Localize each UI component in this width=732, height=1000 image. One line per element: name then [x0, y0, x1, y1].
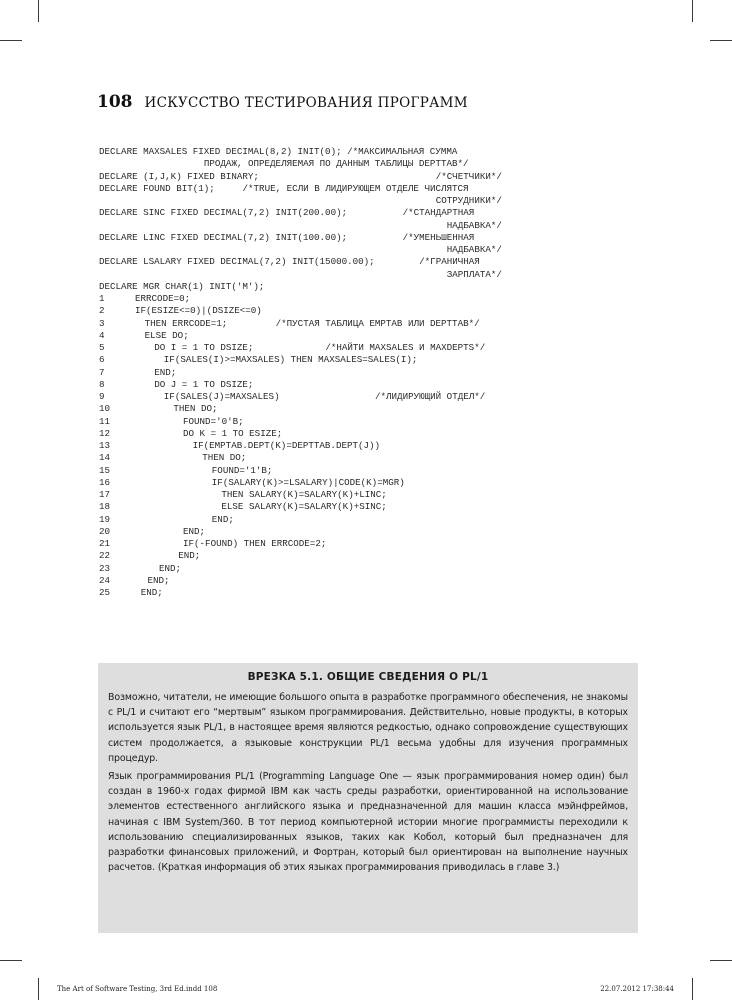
- crop-mark: [710, 960, 732, 961]
- line-number: 20: [99, 525, 111, 537]
- code-comment: НАДБАВКА*/: [446, 244, 502, 255]
- code-statement: THEN SALARY(K)=SALARY(K)+LINC;: [221, 489, 387, 500]
- code-statement: END;: [154, 366, 177, 378]
- footer-timestamp: 22.07.2012 17:38:44: [600, 985, 674, 993]
- line-number: 12: [99, 427, 111, 439]
- crop-mark: [692, 0, 693, 22]
- sidebar-paragraph: Язык программирования PL/1 (Programming Language One — язык программирования номер один) был создан в 1960-х годах фирмой IBM как часть среды разработки, ориентированной на использование элементов естественного английского языка и предназначенной для машин класса мэйнфреймов, начиная с IBM System/360. В тот период компьютерной истории многие программисты переходили к использованию специализированных языков, таких как Кобол, который был предназначен для разработки финансовых приложений, и Фортран, который был ориентирован на выполнение научных расчетов. (Краткая информация об этих языках программирования приводилась в главе 3.): [108, 771, 628, 874]
- sidebar-paragraph: Возможно, читатели, не имеющие большого опыта в разработке программного обеспечения, не знакомы с PL/1 и считают его “мертвым” языком программирования. Действительно, новые продукты, в которых используется язык PL/1, в настоящее время являются редкостью, однако сопровождение существующих систем продолжается, а языковые конструкции PL/1 весьма удобны для изучения программных процедур.: [108, 692, 628, 764]
- page-header: [97, 92, 468, 112]
- code-line: [99, 281, 639, 293]
- code-line: [99, 563, 639, 575]
- code-line: [99, 514, 639, 526]
- footer-file-slug: The Art of Software Testing, 3rd Ed.indd 108: [57, 985, 218, 993]
- code-line: [99, 538, 639, 550]
- line-number: 11: [99, 415, 111, 427]
- code-statement: IF(SALARY(K)>=LSALARY)|CODE(K)=MGR): [211, 476, 405, 488]
- code-comment: /*ЛИДИРУЮЩИЙ ОТДЕЛ*/: [375, 391, 486, 402]
- code-comment: СОТРУДНИКИ*/: [435, 195, 502, 206]
- code-line: [99, 305, 639, 317]
- line-number: 19: [99, 513, 111, 525]
- sidebar-title: ВРЕЗКА 5.1. ОБЩИЕ СВЕДЕНИЯ О PL/1: [247, 671, 489, 683]
- code-statement: END;: [183, 525, 206, 537]
- code-statement: END;: [147, 574, 170, 586]
- code-comment: ПРОДАЖ, ОПРЕДЕЛЯЕМАЯ ПО ДАННЫМ ТАБЛИЦЫ DEPTTAB*/: [203, 158, 469, 170]
- code-line: [99, 183, 639, 195]
- line-number: 22: [99, 550, 111, 562]
- code-line: [99, 587, 639, 599]
- code-line: [99, 220, 639, 232]
- code-line: [99, 256, 639, 268]
- code-line: [99, 501, 639, 513]
- line-number: 17: [99, 489, 111, 500]
- code-line: [99, 575, 639, 587]
- code-line: [99, 465, 639, 477]
- code-statement: END;: [211, 513, 234, 525]
- line-number: 2: [99, 305, 105, 317]
- code-statement: DECLARE FOUND BIT(1);: [99, 182, 215, 194]
- code-comment: /*НАЙТИ MAXSALES И MAXDEPTS*/: [325, 342, 486, 353]
- code-line: [99, 318, 639, 330]
- code-line: [99, 195, 639, 207]
- code-statement: DECLARE MAXSALES FIXED DECIMAL(8,2) INIT(0); /*МАКСИМАЛЬНАЯ СУММА: [99, 146, 458, 157]
- code-line: [99, 489, 639, 501]
- code-comment: /*TRUE, ЕСЛИ В ЛИДИРУЮЩЕМ ОТДЕЛЕ ЧИСЛЯТСЯ: [242, 182, 469, 194]
- code-line: [99, 146, 639, 158]
- code-line: [99, 379, 639, 391]
- code-statement: THEN DO;: [202, 452, 247, 464]
- line-number: 16: [99, 476, 111, 488]
- line-number: 24: [99, 574, 111, 586]
- code-line: [99, 428, 639, 440]
- line-number: 9: [99, 391, 105, 402]
- code-line: [99, 171, 639, 183]
- code-statement: END;: [159, 562, 182, 574]
- code-statement: FOUND='1'B;: [211, 464, 273, 476]
- page-number: 108: [97, 92, 133, 112]
- code-line: [99, 391, 639, 403]
- code-line: [99, 342, 639, 354]
- line-number: 23: [99, 562, 111, 574]
- code-statement: DECLARE SINC FIXED DECIMAL(7,2) INIT(200.00);: [99, 207, 348, 219]
- code-line: [99, 452, 639, 464]
- crop-mark: [692, 978, 693, 1000]
- crop-mark: [38, 0, 39, 22]
- code-statement: DO K = 1 TO ESIZE;: [183, 427, 283, 439]
- code-line: [99, 354, 639, 366]
- code-line: [99, 269, 639, 281]
- code-comment: НАДБАВКА*/: [446, 219, 502, 231]
- code-statement: END;: [140, 587, 163, 598]
- code-statement: IF(SALES(J)=MAXSALES): [163, 391, 280, 402]
- code-line: [99, 244, 639, 256]
- code-statement: IF(EMPTAB.DEPT(K)=DEPTTAB.DEPT(J)): [192, 440, 381, 451]
- line-number: 4: [99, 329, 105, 341]
- line-number: 3: [99, 317, 105, 329]
- line-number: 6: [99, 354, 105, 366]
- crop-mark: [38, 978, 39, 1000]
- code-line: [99, 207, 639, 219]
- code-statement: DECLARE MGR CHAR(1) INIT('M');: [99, 280, 265, 292]
- sidebar-box: [98, 663, 638, 933]
- code-comment: /*ГРАНИЧНАЯ: [419, 256, 480, 268]
- line-number: 5: [99, 342, 105, 353]
- crop-mark: [710, 40, 732, 41]
- line-number: 14: [99, 452, 111, 464]
- code-line: [99, 416, 639, 428]
- code-listing: [99, 146, 639, 599]
- code-line: [99, 550, 639, 562]
- code-line: [99, 158, 639, 170]
- code-statement: IF(-FOUND) THEN ERRCODE=2;: [183, 538, 327, 549]
- running-title: ИСКУССТВО ТЕСТИРОВАНИЯ ПРОГРАММ: [144, 95, 468, 111]
- line-number: 21: [99, 538, 111, 549]
- line-number: 13: [99, 440, 111, 451]
- code-comment: /*СТАНДАРТНАЯ: [402, 207, 475, 219]
- line-number: 10: [99, 403, 111, 415]
- code-line: [99, 293, 639, 305]
- code-statement: DO I = 1 TO DSIZE;: [154, 342, 254, 353]
- line-number: 8: [99, 378, 105, 390]
- code-statement: ELSE DO;: [144, 329, 189, 341]
- line-number: 25: [99, 587, 111, 598]
- code-comment: ЗАРПЛАТА*/: [446, 268, 502, 280]
- code-line: [99, 403, 639, 415]
- code-line: [99, 232, 639, 244]
- crop-mark: [0, 960, 22, 961]
- code-statement: ERRCODE=0;: [135, 293, 191, 304]
- code-statement: END;: [178, 550, 201, 562]
- code-statement: THEN DO;: [173, 403, 218, 415]
- code-comment: /*СЧЕТЧИКИ*/: [435, 170, 502, 182]
- line-number: 18: [99, 501, 111, 513]
- code-comment: /*УМЕНЬШЕННАЯ: [402, 231, 475, 243]
- code-statement: DECLARE LSALARY FIXED DECIMAL(7,2) INIT(15000.00);: [99, 256, 375, 268]
- code-line: [99, 330, 639, 342]
- line-number: 15: [99, 464, 111, 476]
- sidebar-body: [108, 690, 628, 875]
- code-statement: ELSE SALARY(K)=SALARY(K)+SINC;: [221, 501, 387, 513]
- code-statement: IF(SALES(I)>=MAXSALES) THEN MAXSALES=SALES(I);: [163, 354, 418, 366]
- code-statement: FOUND='0'B;: [183, 415, 244, 427]
- code-statement: DECLARE LINC FIXED DECIMAL(7,2) INIT(100.00);: [99, 231, 348, 243]
- code-comment: /*ПУСТАЯ ТАБЛИЦА EMPTAB ИЛИ DEPTTAB*/: [275, 317, 480, 329]
- line-number: 7: [99, 366, 105, 378]
- crop-mark: [0, 40, 22, 41]
- line-number: 1: [99, 293, 105, 304]
- code-line: [99, 477, 639, 489]
- code-statement: DO J = 1 TO DSIZE;: [154, 378, 254, 390]
- code-line: [99, 526, 639, 538]
- code-statement: DECLARE (I,J,K) FIXED BINARY;: [99, 170, 259, 182]
- code-line: [99, 440, 639, 452]
- code-statement: THEN ERRCODE=1;: [144, 317, 228, 329]
- code-statement: IF(ESIZE<=0)|(DSIZE<=0): [135, 305, 262, 317]
- code-line: [99, 367, 639, 379]
